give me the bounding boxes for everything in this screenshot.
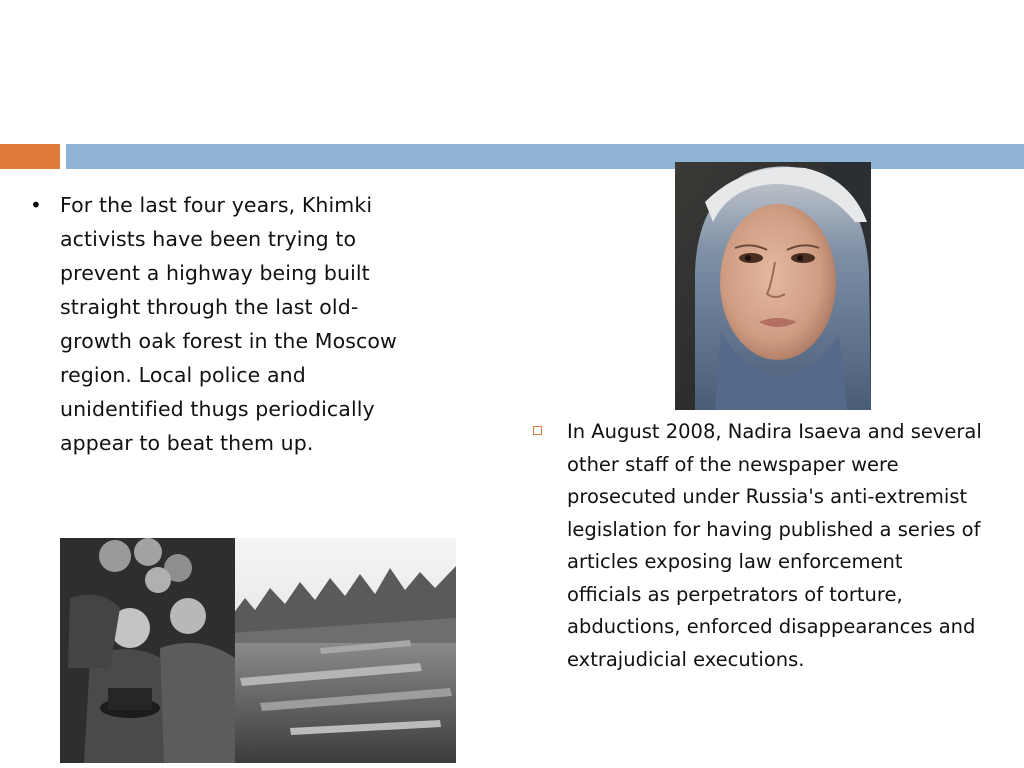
header-accent-blue [66, 144, 1024, 169]
group-photo-graphic [60, 538, 456, 763]
bullet-square-icon [533, 426, 542, 435]
left-bullet-text: For the last four years, Khimki activists have been trying to prevent a highway being built straight through the last old-growth oak forest in the Moscow region. Local police and unidentified thugs periodically appear to beat them up. [60, 193, 397, 455]
header-accent-orange [0, 144, 60, 169]
group-photo [60, 538, 456, 763]
right-bullet-text: In August 2008, Nadira Isaeva and several other staff of the newspaper were prosecuted under Russia's anti-extremist legislation for having published a series of articles exposing law enforcement officials as perpetrators of torture, abductions, enforced disappearances and extrajudicial executions. [567, 420, 982, 671]
portrait-photo [675, 162, 871, 410]
bullet-dot-icon: • [30, 193, 42, 217]
left-bullet-item [30, 188, 430, 460]
right-bullet-item [533, 416, 983, 676]
portrait-photo-graphic [675, 162, 871, 410]
